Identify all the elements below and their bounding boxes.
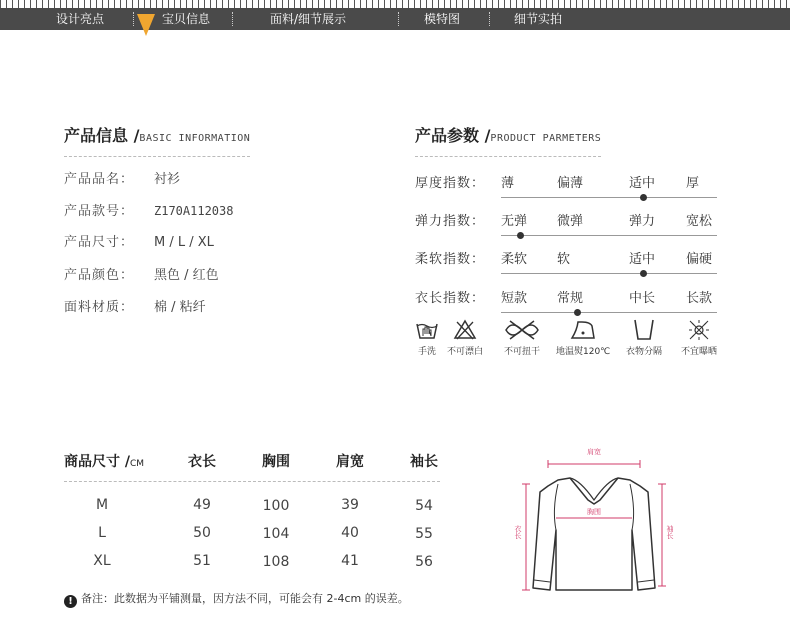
param-option: 偏硬 — [686, 252, 713, 267]
param-selected-marker — [640, 194, 647, 201]
product-params-title: 产品参数 /PRODUCT PARMETERS — [415, 126, 602, 145]
param-option: 宽松 — [686, 214, 713, 229]
care-low-iron: 地温熨120℃ — [556, 318, 610, 357]
param-selected-marker — [517, 232, 524, 239]
size-header-sleeve: 袖长 — [410, 454, 438, 470]
nav-item-detail[interactable]: 细节实拍 — [514, 12, 563, 26]
no-bleach-icon — [452, 318, 478, 342]
measurement-note: ! 备注：此数据为平铺测量，因方法不同，可能会有 2-4cm 的误差。 — [64, 590, 409, 608]
param-option: 软 — [557, 252, 571, 267]
size-cell: 39 — [341, 497, 359, 513]
nav-item-design[interactable]: 设计亮点 — [56, 12, 105, 26]
size-header-length: 衣长 — [188, 454, 216, 470]
low-iron-icon — [568, 318, 598, 342]
exclamation-icon: ! — [64, 595, 77, 608]
param-selected-marker — [574, 309, 581, 316]
info-row-color: 产品颜色： 黑色 / 红色 — [64, 268, 219, 283]
info-row-name: 产品品名： 衬衫 — [64, 172, 181, 187]
info-row-code: 产品款号： Z170A112038 — [64, 204, 234, 219]
size-cell: 51 — [193, 553, 211, 569]
garment-measurement-diagram — [500, 440, 690, 600]
param-scale-line — [501, 312, 717, 313]
param-option: 中长 — [629, 291, 656, 306]
info-row-size: 产品尺寸： M / L / XL — [64, 235, 214, 250]
size-cell: 108 — [262, 554, 290, 570]
param-label: 弹力指数： — [415, 214, 486, 229]
info-row-material: 面料材质： 棉 / 粘纤 — [64, 300, 206, 315]
care-no-bleach: 不可漂白 — [447, 318, 483, 357]
nav-separator — [398, 12, 399, 26]
size-cell: 41 — [341, 553, 359, 569]
care-no-sun-dry: 不宜曝晒 — [681, 318, 717, 357]
nav-separator — [133, 12, 134, 26]
param-scale-line — [501, 197, 717, 198]
size-table-title: 商品尺寸 /CM — [64, 454, 145, 470]
size-cell: 49 — [193, 497, 211, 513]
shirt-outline — [533, 478, 655, 590]
divider — [64, 481, 440, 482]
param-option: 无弹 — [501, 214, 528, 229]
param-option: 适中 — [629, 176, 656, 191]
length-label: 衣长 — [514, 525, 522, 539]
param-scale-line — [501, 235, 717, 236]
hand-wash-icon — [414, 318, 440, 342]
divider — [64, 156, 250, 157]
size-label: L — [98, 525, 106, 541]
nav-separator — [232, 12, 233, 26]
shoulder-label: 肩宽 — [587, 448, 601, 456]
nav-separator — [489, 12, 490, 26]
chest-label: 胸围 — [587, 508, 601, 516]
nav-item-fabric[interactable]: 面料/细节展示 — [270, 12, 347, 26]
divider — [415, 156, 601, 157]
product-info-title: 产品信息 /BASIC INFORMATION — [64, 126, 251, 145]
param-option: 长款 — [686, 291, 713, 306]
size-cell: 100 — [262, 498, 290, 514]
care-separate: 衣物分隔 — [626, 318, 662, 357]
care-no-wring: 不可扭干 — [502, 318, 542, 357]
no-sun-dry-icon — [686, 318, 712, 342]
size-cell: 40 — [341, 525, 359, 541]
size-cell: 50 — [193, 525, 211, 541]
sleeve-label: 袖长 — [666, 525, 674, 539]
size-header-chest: 胸围 — [262, 454, 290, 470]
top-nav-bar — [0, 8, 790, 30]
param-scale-line — [501, 273, 717, 274]
param-option: 短款 — [501, 291, 528, 306]
no-wring-icon — [502, 318, 542, 342]
param-selected-marker — [640, 270, 647, 277]
care-hand-wash: 手洗 — [414, 318, 440, 357]
size-label: M — [95, 497, 109, 513]
active-nav-indicator — [137, 14, 155, 36]
size-header-shoulder: 肩宽 — [336, 454, 364, 470]
size-cell: 104 — [262, 526, 290, 542]
param-label: 厚度指数： — [415, 176, 486, 191]
param-option: 常规 — [557, 291, 584, 306]
param-option: 适中 — [629, 252, 656, 267]
param-option: 厚 — [686, 176, 700, 191]
param-label: 衣长指数： — [415, 291, 486, 306]
param-label: 柔软指数： — [415, 252, 486, 267]
param-option: 薄 — [501, 176, 515, 191]
param-option: 微弹 — [557, 214, 584, 229]
size-label: XL — [93, 553, 111, 569]
param-option: 弹力 — [629, 214, 656, 229]
nav-item-info[interactable]: 宝贝信息 — [162, 12, 211, 26]
separate-wash-icon — [629, 318, 659, 342]
size-cell: 54 — [415, 498, 433, 514]
size-cell: 56 — [415, 554, 433, 570]
nav-item-model[interactable]: 模特图 — [424, 12, 461, 26]
size-cell: 55 — [415, 526, 433, 542]
param-option: 柔软 — [501, 252, 528, 267]
param-option: 偏薄 — [557, 176, 584, 191]
